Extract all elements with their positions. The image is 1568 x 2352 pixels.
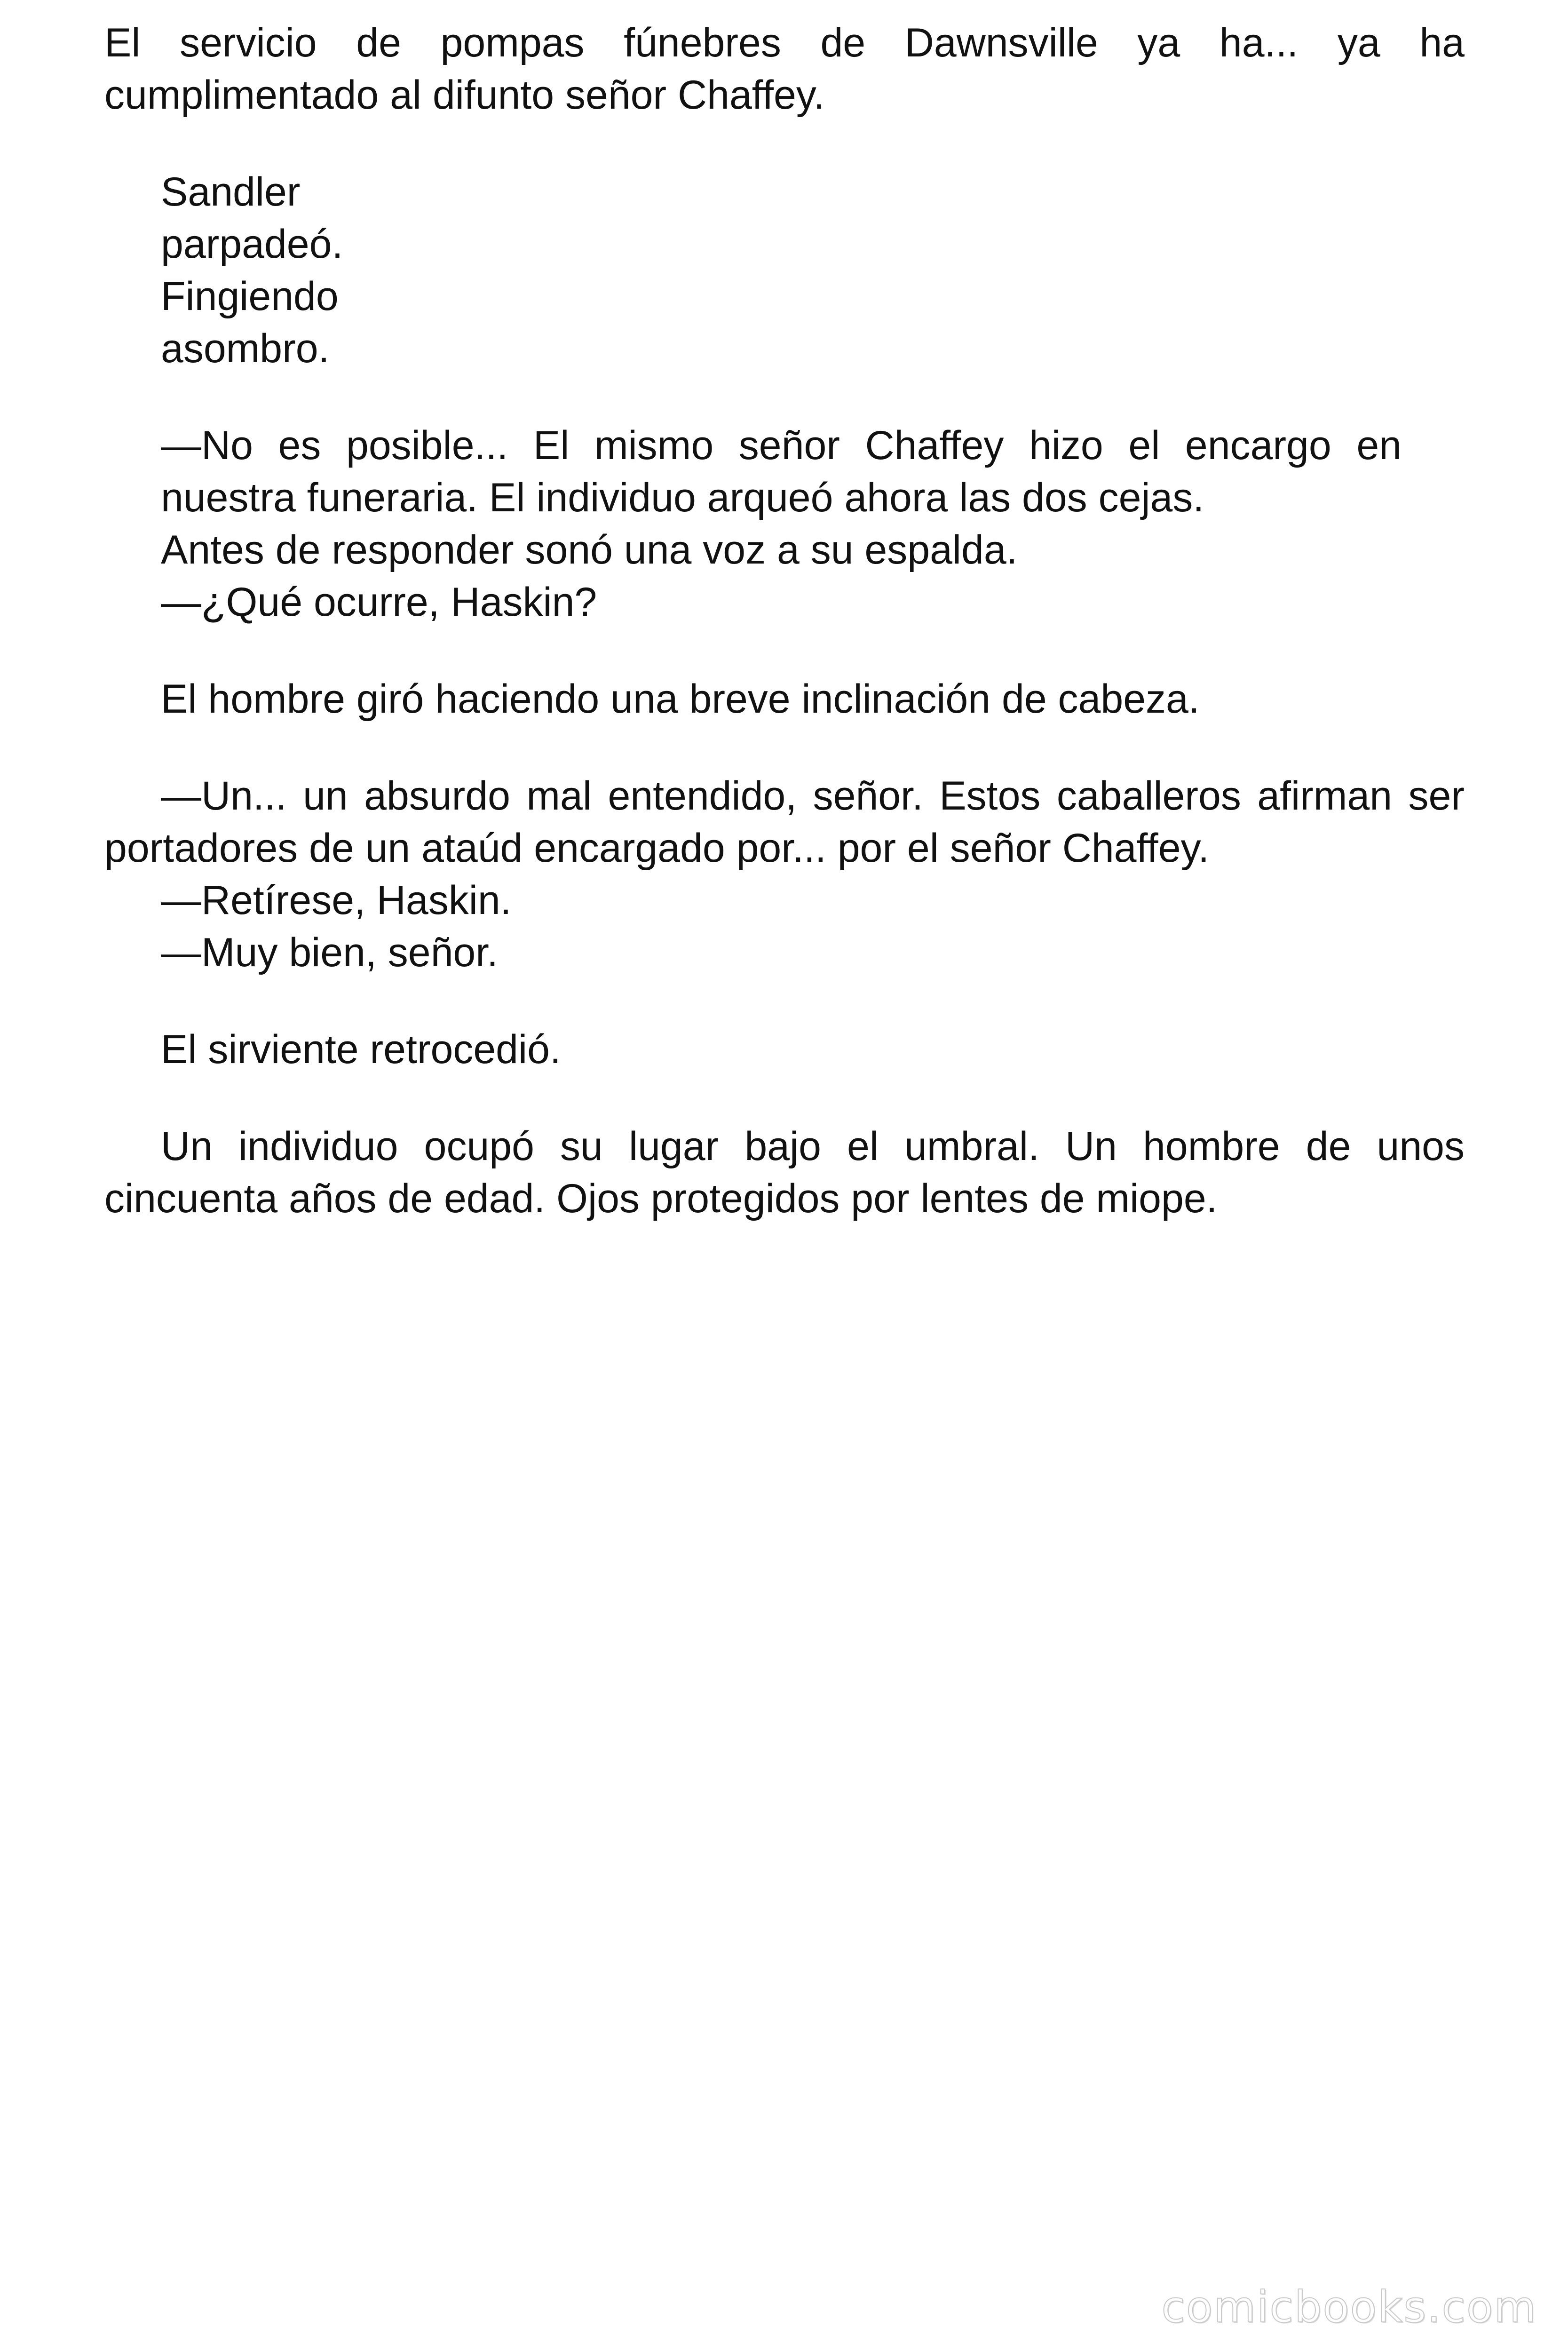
paragraph: El servicio de pompas fúnebres de Dawnsville ya ha... ya ha cumplimentado al difunto señor Chaffey. bbox=[104, 20, 1465, 118]
body-text bbox=[104, 17, 1465, 1225]
paragraph: —¿Qué ocurre, Haskin? bbox=[161, 580, 597, 625]
paragraph: —Un... un absurdo mal entendido, señor. Estos caballeros afirman ser portadores de un ataúd encargado por... por el señor Chaffey. bbox=[104, 773, 1465, 871]
watermark-logo: comicbooks.com bbox=[1161, 2282, 1537, 2332]
paragraph: El sirviente retrocedió. bbox=[161, 1027, 561, 1072]
paragraph: Antes de responder sonó una voz a su espalda. bbox=[161, 527, 1018, 572]
paragraph: Un individuo ocupó su lugar bajo el umbral. Un hombre de unos cincuenta años de edad. Ojos protegidos por lentes de miope. bbox=[104, 1124, 1465, 1221]
paragraph: El hombre giró haciendo una breve inclinación de cabeza. bbox=[161, 676, 1200, 722]
paragraph: —No es posible... El mismo señor Chaffey hizo el encargo en nuestra funeraria. El individuo arqueó ahora las dos cejas. bbox=[161, 423, 1402, 520]
paragraph: —Muy bien, señor. bbox=[161, 930, 499, 975]
paragraph: —Retírese, Haskin. bbox=[161, 878, 512, 923]
paragraph: Sandler parpadeó. Fingiendo asombro. bbox=[161, 169, 343, 371]
